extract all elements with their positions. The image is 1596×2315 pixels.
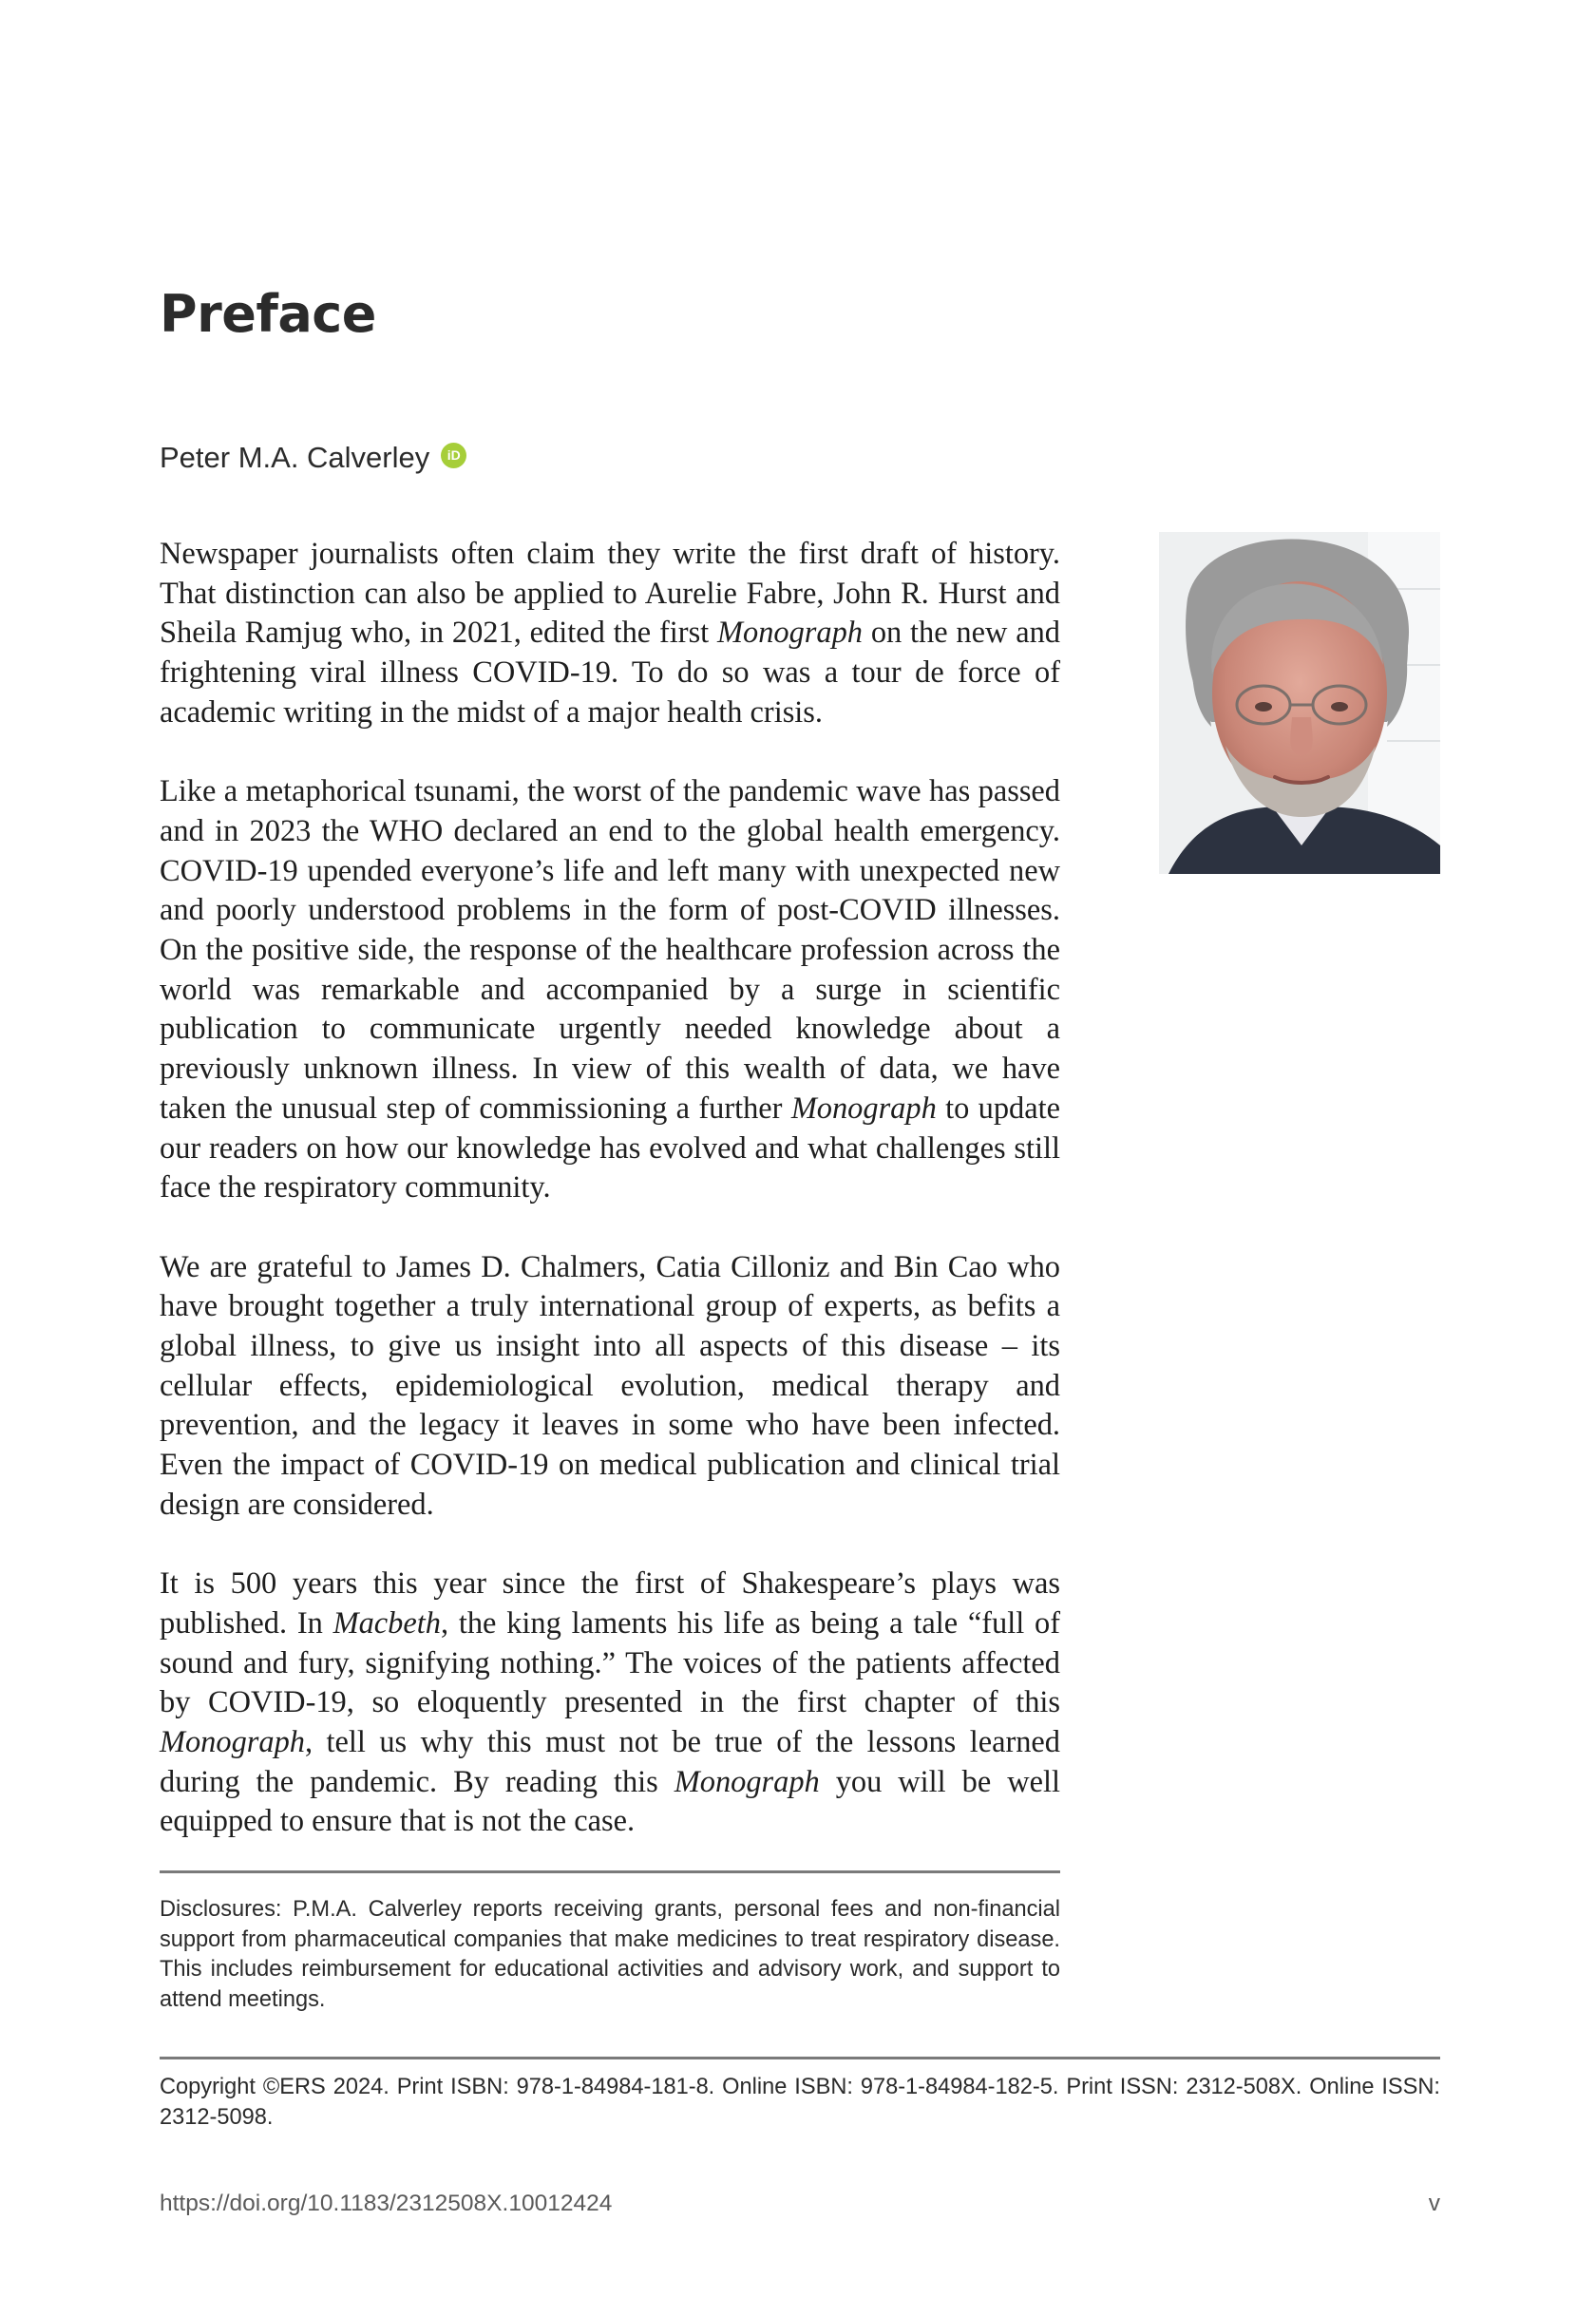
author-photo <box>1159 532 1440 874</box>
page-title: Preface <box>160 284 376 344</box>
author-name: Peter M.A. Calverley <box>160 441 430 474</box>
copyright-text: Copyright ©ERS 2024. Print ISBN: 978-1-84984-181-8. Online ISBN: 978-1-84984-182-5. Print ISSN: 2312-508X. Online ISSN: 2312-5098. <box>160 2075 1440 2130</box>
paragraph-1: Newspaper journalists often claim they write the first draft of history. That distinction can also be applied to Aurelie Fabre, John R. Hurst and Sheila Ramjug who, in 2021, edited the first Monograph on the new and frightening viral illness COVID-19. To do so was a tour de force of academic writing in the midst of a major health crisis. <box>160 537 1060 730</box>
orcid-icon[interactable]: iD <box>441 443 466 468</box>
paragraph-2: Like a metaphorical tsunami, the worst of the pandemic wave has passed and in 2023 the WHO declared an end to the global health emergency. COVID-19 upended everyone’s life and left many with unexpected new and poorly understood problems in the form of post-COVID illnesses. On the positive side, the response of the healthcare profession across the world was remarkable and accompanied by a surge in scientific publication to communicate urgently needed knowledge about a previously unknown illness. In view of this wealth of data, we have taken the unusual step of commissioning a further Monograph to update our readers on how our knowledge has evolved and what challenges still face the respiratory community. <box>160 774 1060 1205</box>
paragraph-4: It is 500 years this year since the first of Shakespeare’s plays was published. In Macbeth, the king laments his life as being a tale “full of sound and fury, signifying nothing.” The voices of the patients affected by COVID-19, so eloquently presented in the first chapter of this Monograph, tell us why this must not be true of the lessons learned during the pandemic. By reading this Monograph you will be well equipped to ensure that is not the case. <box>160 1566 1060 1839</box>
divider-long <box>160 2057 1440 2059</box>
article-body <box>160 535 1060 1882</box>
author-portrait-icon <box>1159 532 1440 874</box>
divider-short <box>160 1870 1060 1873</box>
paragraph-3: We are grateful to James D. Chalmers, Catia Cilloniz and Bin Cao who have brought together a truly international group of experts, as befits a global illness, to give us insight into all aspects of this disease – its cellular effects, epidemiological evolution, medical therapy and prevention, and the legacy it leaves in some who have been infected. Even the impact of COVID-19 on medical publication and clinical trial design are considered. <box>160 1249 1060 1522</box>
page-number: v <box>1428 2191 1440 2216</box>
author-line <box>160 439 466 477</box>
disclosures-text: Disclosures: P.M.A. Calverley reports receiving grants, personal fees and non-financial support from pharmaceutical companies that make medicines to treat respiratory disease. This includes reimbursement for educational activities and advisory work, and support to attend meetings. <box>160 1897 1060 2012</box>
doi-link[interactable]: https://doi.org/10.1183/2312508X.10012424 <box>160 2191 613 2216</box>
